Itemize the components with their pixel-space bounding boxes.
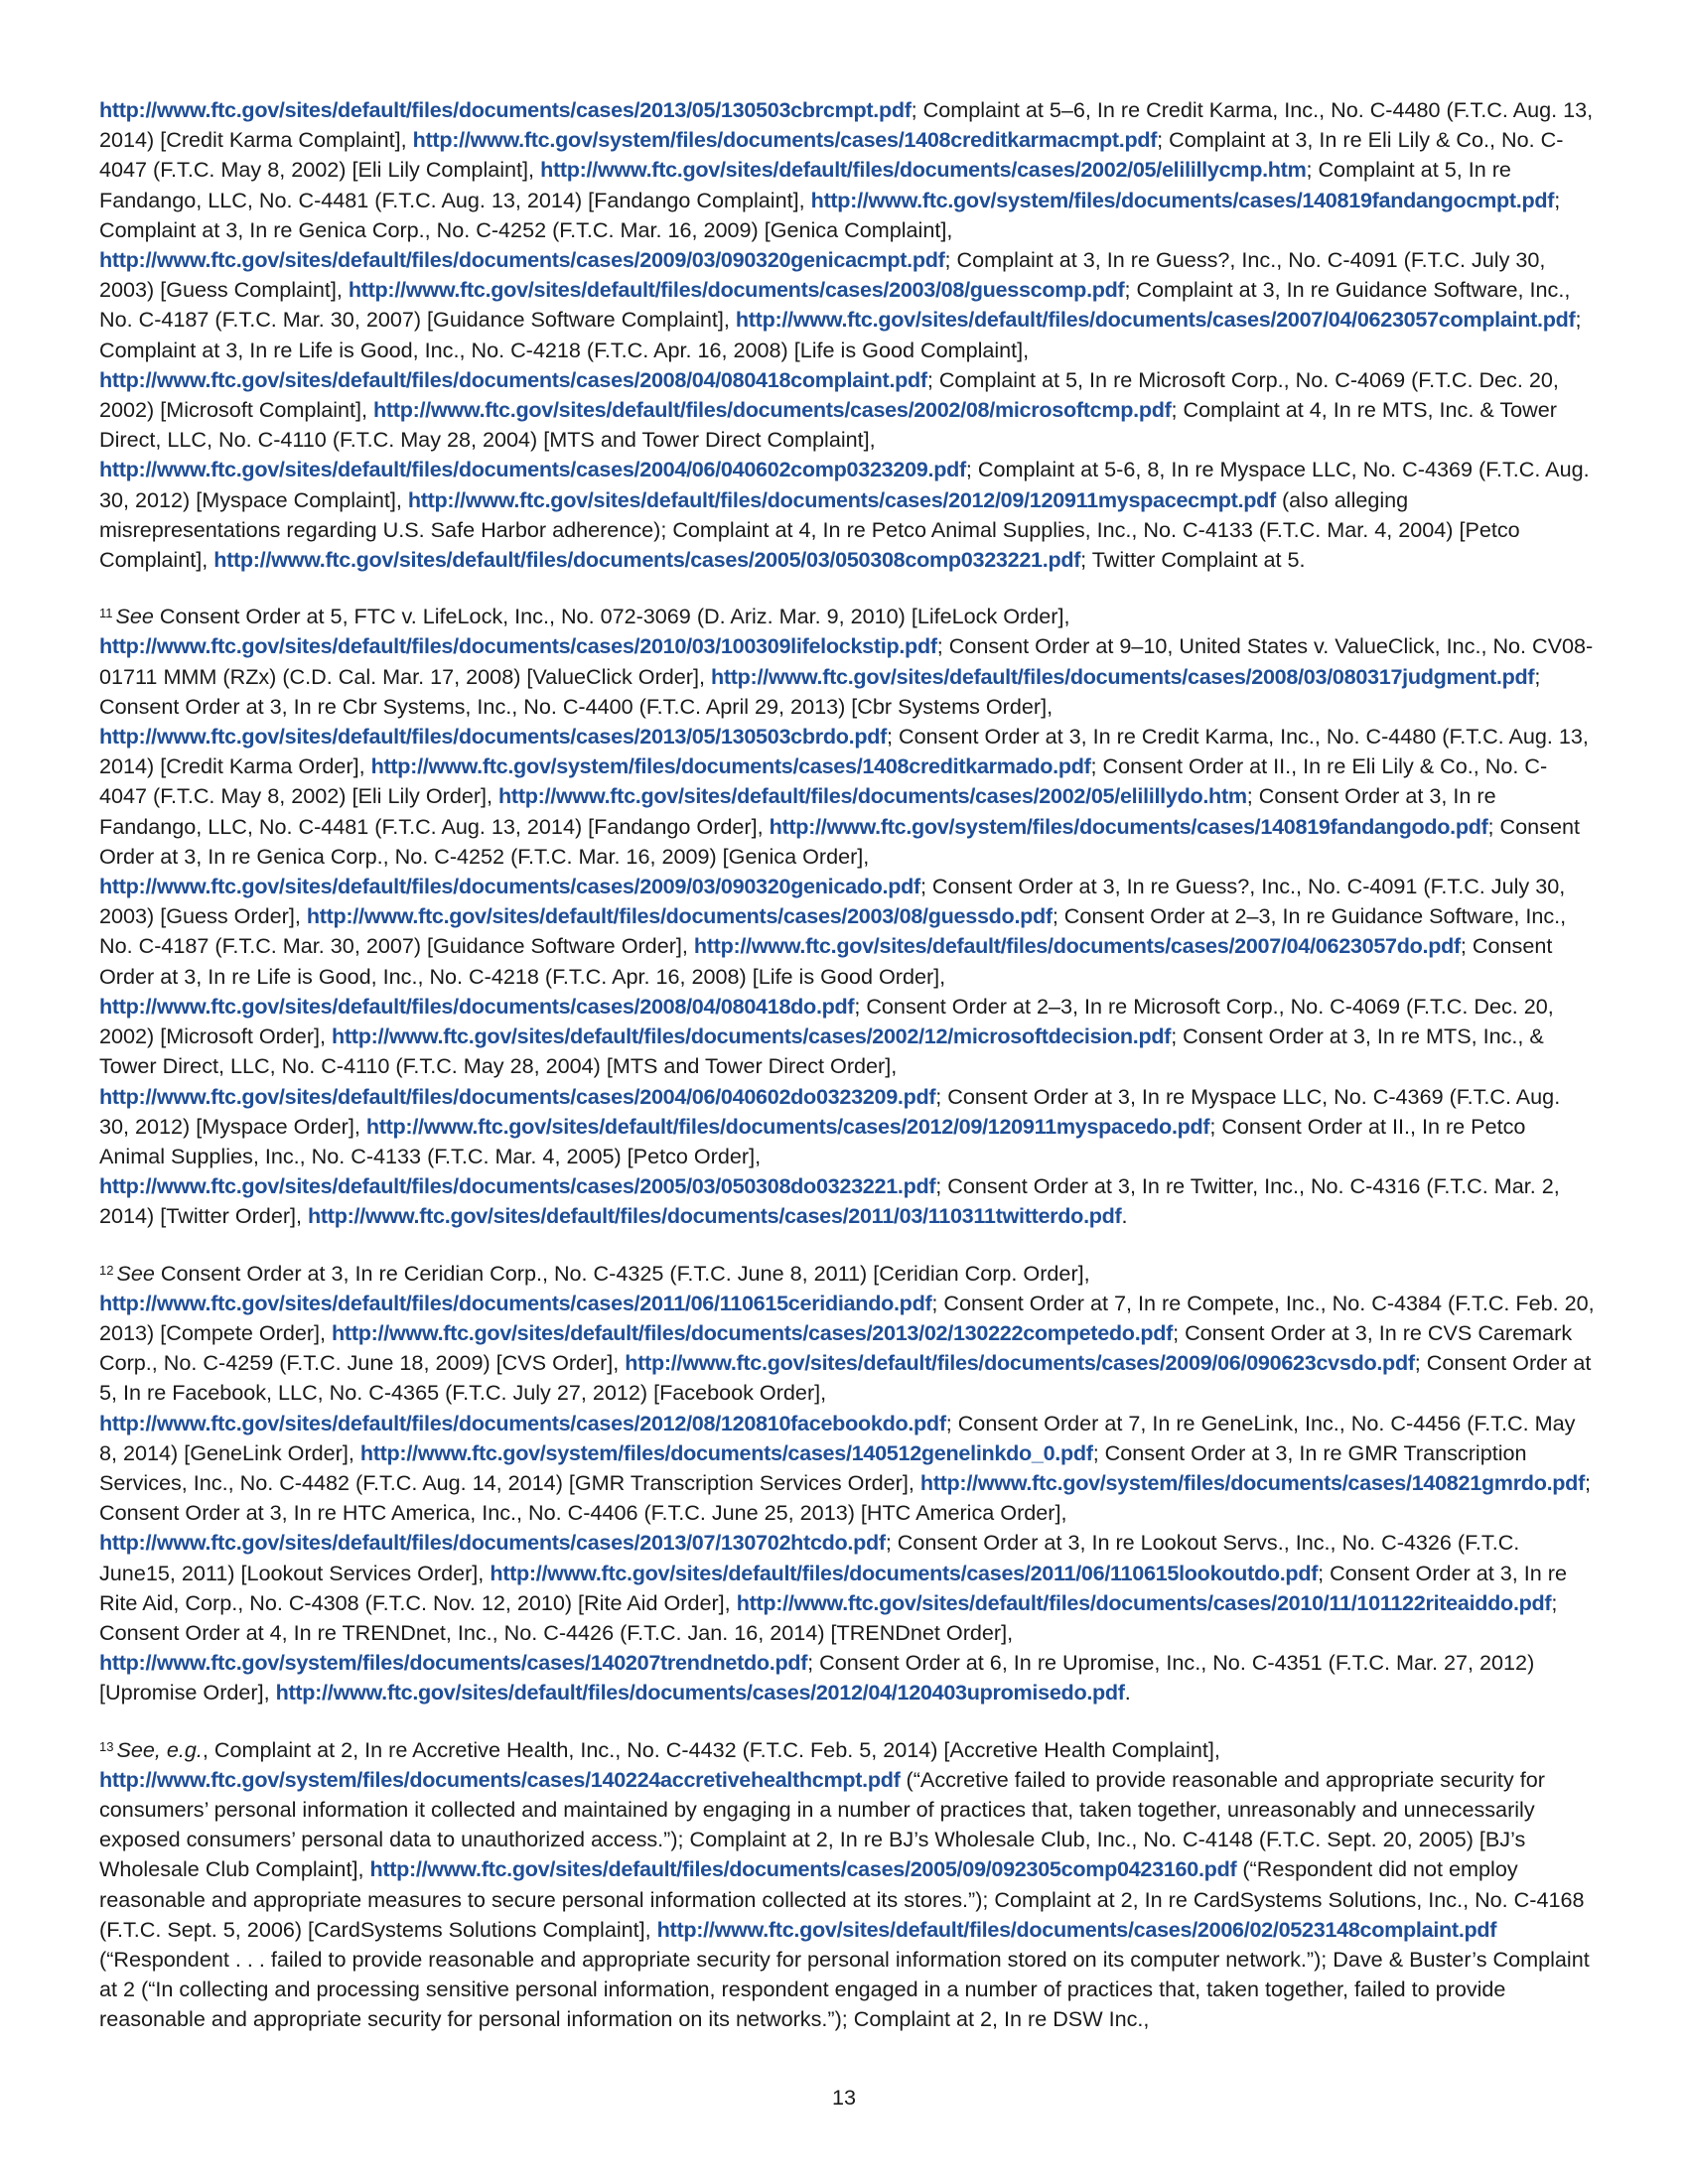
citation-text: ; Consent Order at 2–3, In re Microsoft Corp., No. C-4069 (F.T.C. Dec. 20, 2002) [Microsoft Order], <box>99 993 1554 1049</box>
citation-link[interactable]: http://www.ftc.gov/sites/default/files/documents/cases/2004/06/040602comp0323209.pdf <box>99 457 966 482</box>
citation-text: ; Consent Order at 3, In re MTS, Inc., & Tower Direct, LLC, No. C-4110 (F.T.C. May 28, 2004) [MTS and Tower Direct Order], <box>99 1024 1544 1079</box>
citation-link[interactable]: http://www.ftc.gov/system/files/documents/cases/1408creditkarmacmpt.pdf <box>412 127 1158 153</box>
citation-text: ; Consent Order at 3, In re Fandango, LLC, No. C-4481 (F.T.C. Aug. 13, 2014) [Fandango Order], <box>99 783 1496 839</box>
citation-text: ; Consent Order at II., In re Eli Lily & Co., No. C-4047 (F.T.C. May 8, 2002) [Eli Lily Order], <box>99 753 1548 809</box>
footnote-12 <box>99 1259 1595 1708</box>
citation-link[interactable]: http://www.ftc.gov/system/files/documents/cases/140224accretivehealthcmpt.pdf <box>99 1766 901 1792</box>
citation-text: (“Accretive failed to provide reasonable and appropriate security for consumers’ personal information it collected and maintained by engaging in a number of practices that, taken together, unreasonably and unnecessarily exposed consumers’ personal data to unauthorized access.”); Complaint at 2, In re BJ’s Wholesale Club, Inc., No. C-4148 (F.T.C. Sept. 20, 2005) [BJ’s Wholesale Club Complaint], <box>99 1766 1545 1882</box>
citation-link[interactable]: http://www.ftc.gov/sites/default/files/documents/cases/2004/06/040602do0323209.pdf <box>99 1083 936 1109</box>
citation-link[interactable]: http://www.ftc.gov/sites/default/files/documents/cases/2005/03/050308do0323221.pdf <box>99 1173 936 1199</box>
citation-link[interactable]: http://www.ftc.gov/sites/default/files/documents/cases/2013/07/130702htcdo.pdf <box>99 1530 886 1556</box>
signal-word: See <box>115 604 154 629</box>
citation-link[interactable]: http://www.ftc.gov/sites/default/files/documents/cases/2002/05/elilillycmp.htm <box>540 157 1307 183</box>
citation-link[interactable]: http://www.ftc.gov/system/files/documents/cases/140821gmrdo.pdf <box>919 1469 1585 1495</box>
citation-text: ; Consent Order at 7, In re Compete, Inc., No. C-4384 (F.T.C. Feb. 20, 2013) [Compete Order], <box>99 1290 1595 1345</box>
signal-word: See, e.g. <box>116 1736 203 1762</box>
citation-text: ; Complaint at 5-6, 8, In re Myspace LLC, No. C-4369 (F.T.C. Aug. 30, 2012) [Myspace Complaint], <box>99 457 1590 512</box>
citation-text: ; Complaint at 3, In re Eli Lily & Co., No. C-4047 (F.T.C. May 8, 2002) [Eli Lily Complaint], <box>99 127 1564 183</box>
citation-text: ; Complaint at 3, In re Life is Good, Inc., No. C-4218 (F.T.C. Apr. 16, 2008) [Life is Good Complaint], <box>99 307 1582 362</box>
citation-link[interactable]: http://www.ftc.gov/sites/default/files/documents/cases/2008/04/080418do.pdf <box>99 993 855 1019</box>
citation-link[interactable]: http://www.ftc.gov/sites/default/files/documents/cases/2007/04/0623057complaint.pdf <box>735 307 1576 333</box>
citation-link[interactable]: http://www.ftc.gov/sites/default/files/documents/cases/2009/03/090320genicado.pdf <box>99 874 920 899</box>
citation-link[interactable]: http://www.ftc.gov/sites/default/files/documents/cases/2008/04/080418complaint.pdf <box>99 366 927 392</box>
citation-text: ; Consent Order at 3, In re Myspace LLC, No. C-4369 (F.T.C. Aug. 30, 2012) [Myspace Order], <box>99 1083 1561 1139</box>
citation-text: ; Consent Order at 3, In re Cbr Systems, Inc., No. C-4400 (F.T.C. April 29, 2013) [Cbr Systems Order], <box>99 663 1541 719</box>
citation-link[interactable]: http://www.ftc.gov/system/files/documents/cases/140819fandangodo.pdf <box>769 813 1488 839</box>
citation-text: ; Consent Order at 3, In re Life is Good, Inc., No. C-4218 (F.T.C. Apr. 16, 2008) [Life is Good Order], <box>99 933 1553 989</box>
citation-link[interactable]: http://www.ftc.gov/sites/default/files/documents/cases/2013/05/130503cbrcmpt.pdf <box>99 97 912 122</box>
citation-text: (“Respondent did not employ reasonable and appropriate measures to secure personal information collected at its stores.”); Complaint at 2, In re CardSystems Solutions, Inc., No. C-4168 (F.T.C. Sept. 5, 2006) [CardSystems Solutions Complaint], <box>99 1856 1585 1942</box>
citation-link[interactable]: http://www.ftc.gov/sites/default/files/documents/cases/2013/02/130222competedo.pdf <box>332 1319 1174 1345</box>
footnote-marker: 13 <box>99 1738 114 1754</box>
citation-link[interactable]: http://www.ftc.gov/system/files/documents/cases/140819fandangocmpt.pdf <box>810 187 1555 212</box>
citation-link[interactable]: http://www.ftc.gov/sites/default/files/documents/cases/2010/03/100309lifelockstip.pdf <box>99 633 937 659</box>
citation-link[interactable]: http://www.ftc.gov/sites/default/files/documents/cases/2005/03/050308comp0323221.pdf <box>213 547 1081 573</box>
footnote-11 <box>99 602 1595 1231</box>
citation-text: ; Complaint at 3, In re Guess?, Inc., No. C-4091 (F.T.C. July 30, 2003) [Guess Complaint], <box>99 247 1546 303</box>
citation-text: ; Consent Order at 6, In re Upromise, Inc., No. C-4351 (F.T.C. Mar. 27, 2012) [Upromise Order], <box>99 1650 1535 1706</box>
citation-text: Consent Order at 3, In re Ceridian Corp., No. C-4325 (F.T.C. June 8, 2011) [Ceridian Corp. Order], <box>154 1260 1090 1286</box>
citation-link[interactable]: http://www.ftc.gov/sites/default/files/documents/cases/2002/08/microsoftcmp.pdf <box>373 397 1172 423</box>
page-number: 13 <box>831 2085 857 2110</box>
citation-link[interactable]: http://www.ftc.gov/sites/default/files/documents/cases/2012/09/120911myspacecmpt.pdf <box>407 486 1276 512</box>
citation-text: ; Consent Order at 2–3, In re Guidance Software, Inc., No. C-4187 (F.T.C. Mar. 30, 2007) [Guidance Software Order], <box>99 903 1567 959</box>
citation-text: Consent Order at 5, FTC v. LifeLock, Inc., No. 072-3069 (D. Ariz. Mar. 9, 2010) [LifeLock Order], <box>153 604 1070 629</box>
citation-text: ; Complaint at 5, In re Fandango, LLC, No. C-4481 (F.T.C. Aug. 13, 2014) [Fandango Complaint], <box>99 157 1511 212</box>
citation-link[interactable]: http://www.ftc.gov/sites/default/files/documents/cases/2011/03/110311twitterdo.pdf <box>308 1203 1122 1229</box>
citation-text: ; Complaint at 3, In re Guidance Software, Inc., No. C-4187 (F.T.C. Mar. 30, 2007) [Guidance Software Complaint], <box>99 277 1571 333</box>
citation-text: , Complaint at 2, In re Accretive Health, Inc., No. C-4432 (F.T.C. Feb. 5, 2014) [Accretive Health Complaint], <box>202 1736 1220 1762</box>
citation-link[interactable]: http://www.ftc.gov/sites/default/files/documents/cases/2006/02/0523148complaint.pdf <box>656 1916 1497 1942</box>
citation-link[interactable]: http://www.ftc.gov/sites/default/files/documents/cases/2008/03/080317judgment.pdf <box>711 663 1535 689</box>
citation-text: ; Consent Order at II., In re Petco Animal Supplies, Inc., No. C-4133 (F.T.C. Mar. 4, 2005) [Petco Order], <box>99 1113 1526 1168</box>
citation-link[interactable]: http://www.ftc.gov/sites/default/files/documents/cases/2002/05/elilillydo.htm <box>498 783 1247 809</box>
citation-text: ; Consent Order at 3, In re GMR Transcription Services, Inc., No. C-4482 (F.T.C. Aug. 14, 2014) [GMR Transcription Services Order], <box>99 1439 1527 1495</box>
citation-text: ; Consent Order at 3, In re Lookout Servs., Inc., No. C-4326 (F.T.C. June15, 2011) [Lookout Services Order], <box>99 1530 1520 1585</box>
citation-text: ; Consent Order at 5, In re Facebook, LLC, No. C-4365 (F.T.C. July 27, 2012) [Facebook Order], <box>99 1350 1592 1406</box>
citation-text: ; Consent Order at 3, In re Twitter, Inc., No. C-4316 (F.T.C. Mar. 2, 2014) [Twitter Order], <box>99 1173 1560 1229</box>
citation-link[interactable]: http://www.ftc.gov/sites/default/files/documents/cases/2003/08/guessdo.pdf <box>306 903 1053 929</box>
citation-text: ; Complaint at 3, In re Genica Corp., No. C-4252 (F.T.C. Mar. 16, 2009) [Genica Complaint], <box>99 187 1561 242</box>
citation-link[interactable]: http://www.ftc.gov/sites/default/files/documents/cases/2002/12/microsoftdecision.pdf <box>332 1024 1172 1049</box>
signal-word: See <box>116 1260 155 1286</box>
citation-text: ; Complaint at 5–6, In re Credit Karma, Inc., No. C-4480 (F.T.C. Aug. 13, 2014) [Credit Karma Complaint], <box>99 97 1594 153</box>
footnote-marker: 12 <box>99 1262 114 1278</box>
citation-text: ; Consent Order at 3, In re CVS Caremark Corp., No. C-4259 (F.T.C. June 18, 2009) [CVS Order], <box>99 1319 1573 1376</box>
citation-link[interactable]: http://www.ftc.gov/system/files/documents/cases/1408creditkarmado.pdf <box>370 753 1091 779</box>
citation-link[interactable]: http://www.ftc.gov/sites/default/files/documents/cases/2010/11/101122riteaiddo.pdf <box>736 1589 1552 1615</box>
citation-text: . <box>1121 1203 1128 1229</box>
citation-link[interactable]: http://www.ftc.gov/sites/default/files/documents/cases/2003/08/guesscomp.pdf <box>348 277 1125 303</box>
citation-link[interactable]: http://www.ftc.gov/sites/default/files/documents/cases/2005/09/092305comp0423160.pdf <box>369 1856 1237 1882</box>
citation-link[interactable]: http://www.ftc.gov/sites/default/files/documents/cases/2009/06/090623cvsdo.pdf <box>625 1350 1415 1376</box>
citation-text: ; Consent Order at 3, In re HTC America, Inc., No. C-4406 (F.T.C. June 25, 2013) [HTC America Order], <box>99 1469 1591 1526</box>
footnote-continued <box>99 95 1595 575</box>
citation-link[interactable]: http://www.ftc.gov/sites/default/files/documents/cases/2011/06/110615ceridiando.pdf <box>99 1290 932 1315</box>
citation-text: (“Respondent . . . failed to provide reasonable and appropriate security for personal information stored on its computer network.”); Dave & Buster’s Complaint at 2 (“In collecting and processing sensitive personal information, respondent engaged in a number of practices that, taken together, failed to provide reasonable and appropriate security for personal information on its networks.”); Complaint at 2, In re DSW Inc., <box>99 1946 1590 2032</box>
citation-text: ; Consent Order at 4, In re TRENDnet, Inc., No. C-4426 (F.T.C. Jan. 16, 2014) [TRENDnet Order], <box>99 1589 1558 1645</box>
citation-text: . <box>1124 1680 1131 1706</box>
citation-link[interactable]: http://www.ftc.gov/sites/default/files/documents/cases/2012/04/120403upromisedo.pdf <box>275 1680 1125 1706</box>
citation-text: (also alleging misrepresentations regarding U.S. Safe Harbor adherence); Complaint at 4, In re Petco Animal Supplies, Inc., No. C-4133 (F.T.C. Mar. 4, 2004) [Petco Complaint], <box>99 486 1520 573</box>
citation-link[interactable]: http://www.ftc.gov/sites/default/files/documents/cases/2011/06/110615lookoutdo.pdf <box>490 1560 1319 1585</box>
footnote-13 <box>99 1735 1595 2035</box>
citation-text: ; Consent Order at 3, In re Guess?, Inc., No. C-4091 (F.T.C. July 30, 2003) [Guess Order], <box>99 874 1566 929</box>
citation-link[interactable]: http://www.ftc.gov/sites/default/files/documents/cases/2007/04/0623057do.pdf <box>693 933 1461 959</box>
citation-text: ; Consent Order at 7, In re GeneLink, Inc., No. C-4456 (F.T.C. May 8, 2014) [GeneLink Order], <box>99 1410 1576 1465</box>
citation-link[interactable]: http://www.ftc.gov/sites/default/files/documents/cases/2012/08/120810facebookdo.pdf <box>99 1410 946 1435</box>
citation-text: ; Consent Order at 9–10, United States v. ValueClick, Inc., No. CV08-01711 MMM (RZx) (C.D. Cal. Mar. 17, 2008) [ValueClick Order], <box>99 633 1594 689</box>
citation-text: ; Consent Order at 3, In re Genica Corp., No. C-4252 (F.T.C. Mar. 16, 2009) [Genica Order], <box>99 813 1580 869</box>
citation-text: ; Complaint at 4, In re MTS, Inc. & Tower Direct, LLC, No. C-4110 (F.T.C. May 28, 2004) [MTS and Tower Direct Complaint], <box>99 397 1557 453</box>
citation-link[interactable]: http://www.ftc.gov/system/files/documents/cases/140512genelinkdo_0.pdf <box>359 1439 1093 1465</box>
citation-text: ; Consent Order at 3, In re Rite Aid, Corp., No. C-4308 (F.T.C. Nov. 12, 2010) [Rite Aid Order], <box>99 1560 1567 1615</box>
citation-text: ; Consent Order at 3, In re Credit Karma, Inc., No. C-4480 (F.T.C. Aug. 13, 2014) [Credit Karma Order], <box>99 724 1589 779</box>
footnotes-section <box>99 95 1595 2062</box>
footnote-marker: 11 <box>99 606 113 621</box>
citation-link[interactable]: http://www.ftc.gov/sites/default/files/documents/cases/2013/05/130503cbrdo.pdf <box>99 724 888 750</box>
citation-text: ; Complaint at 5, In re Microsoft Corp., No. C-4069 (F.T.C. Dec. 20, 2002) [Microsoft Complaint], <box>99 366 1559 423</box>
citation-link[interactable]: http://www.ftc.gov/sites/default/files/documents/cases/2009/03/090320genicacmpt.pdf <box>99 247 945 273</box>
citation-link[interactable]: http://www.ftc.gov/sites/default/files/documents/cases/2012/09/120911myspacedo.pdf <box>365 1113 1210 1139</box>
citation-link[interactable]: http://www.ftc.gov/system/files/documents/cases/140207trendnetdo.pdf <box>99 1650 808 1676</box>
citation-text: ; Twitter Complaint at 5. <box>1080 547 1306 573</box>
